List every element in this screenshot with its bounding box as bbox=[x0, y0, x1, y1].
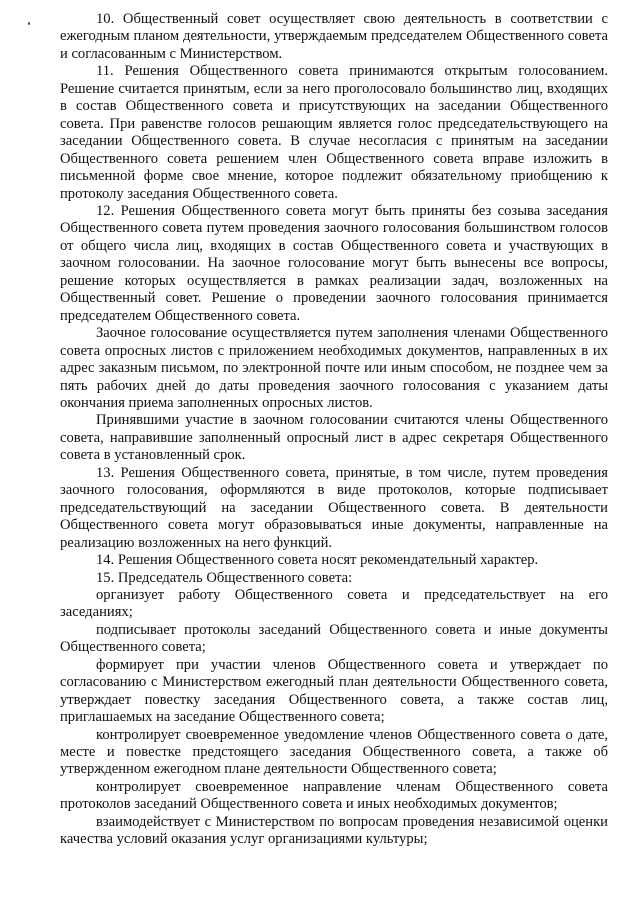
paragraph-14: 14. Решения Общественного совета носят рекомендательный характер. bbox=[96, 552, 539, 569]
paragraph-12: 12. Решения Общественного совета могут быть приняты без созыва заседания Общественного совета путем проведения заочного голосования большинством голосов от общего числа лиц, входящих в состав Общественного совета и участвующих в заочном голосовании. На заочное голосование могут быть вынесены все вопросы, решение которых осуществляется в рамках реализации задач, возложенных на Общественный совет. Решение о проведении заочного голосования принимается председателем Общественного совета. bbox=[60, 202, 608, 324]
chairman-duty-forms-plan: формирует при участии членов Общественного совета и утверждает по согласованию с Министерством ежегодный план деятельности Общественного совета, утверждает повестку заседания Общественного совета, а также состав лиц, приглашаемых на заседание Общественного совета; bbox=[60, 656, 608, 726]
paragraph-10: 10. Общественный совет осуществляет свою деятельность в соответствии с ежегодным планом деятельности, утверждаемым председателем Общественного совета и согласованным с Министерством. bbox=[60, 11, 608, 62]
paragraph-11: 11. Решения Общественного совета принимаются открытым голосованием. Решение считается принятым, если за него проголосовало большинство лиц, входящих в состав Общественного совета и присутствующих на заседании Общественного совета. При равенстве голосов решающим является голос председательствующего на заседании Общественного совета. В случае несогласия с принятым на заседании Общественного совета решением член Общественного совета вправе изложить в письменной форме свое мнение, которое подлежит обязательному приобщению к протоколу заседания Общественного совета. bbox=[60, 63, 608, 202]
chairman-duty-signs: подписывает протоколы заседаний Общественного совета и иные документы Общественного совета; bbox=[60, 621, 608, 656]
scan-speck bbox=[28, 22, 30, 25]
paragraph-15: 15. Председатель Общественного совета: bbox=[96, 569, 353, 586]
document-body bbox=[60, 11, 608, 849]
paragraph-12-participants: Принявшими участие в заочном голосовании считаются члены Общественного совета, направившие заполненный опросный лист в адрес секретаря Общественного совета в установленный срок. bbox=[60, 412, 608, 464]
chairman-duty-controls-notification: контролирует своевременное уведомление членов Общественного совета о дате, месте и повестке предстоящего заседания Общественного совета, а также об утвержденном ежегодном плане деятельности Общественного совета; bbox=[60, 726, 608, 778]
chairman-duty-interacts: взаимодействует с Министерством по вопросам проведения независимой оценки качества условий оказания услуг организациями культуры; bbox=[60, 813, 608, 848]
paragraph-13: 13. Решения Общественного совета, принятые, в том числе, путем проведения заочного голосования, оформляются в виде протоколов, которые подписывает председательствующий на заседании Общественного совета. В деятельности Общественного совета могут образовываться иные документы, направленные на реализацию возложенных на него функций. bbox=[60, 464, 608, 551]
paragraph-12-absentee-procedure: Заочное голосование осуществляется путем заполнения членами Общественного совета опросных листов с приложением необходимых документов, направленных в их адрес заказным письмом, по электронной почте или иным способом, не позднее чем за пять рабочих дней до даты проведения заочного голосования с указанием даты окончания приема заполненных опросных листов. bbox=[60, 325, 608, 411]
chairman-duty-organizes: организует работу Общественного совета и председательствует на его заседаниях; bbox=[60, 586, 608, 621]
chairman-duty-controls-distribution: контролирует своевременное направление членам Общественного совета протоколов заседаний Общественного совета и иных необходимых документов; bbox=[60, 778, 608, 813]
